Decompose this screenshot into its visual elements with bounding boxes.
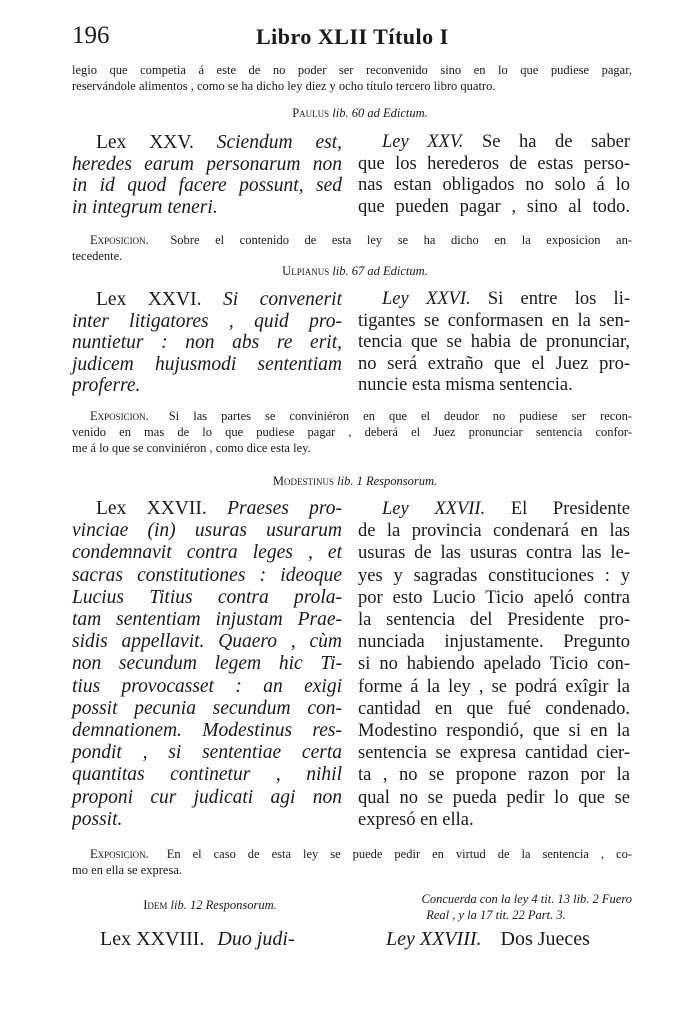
spanish-text bbox=[358, 289, 630, 397]
text-line: tius provocasset : an exigi bbox=[72, 675, 342, 697]
text-line: proponi cur judicati agi non bbox=[72, 786, 342, 808]
text-line: mo en ella se expresa. bbox=[72, 863, 183, 877]
spanish-text bbox=[358, 498, 630, 831]
exposicion-text: Sobre el contenido de esta ley se ha dicho en la exposicion an- bbox=[170, 233, 632, 247]
text-line: pondit , si sententiae certa bbox=[72, 742, 342, 764]
latin-first-words: Sciendum est, bbox=[216, 132, 342, 153]
text-line: heredes earum personarum non bbox=[72, 153, 342, 175]
text-line: vinciae (in) usuras usurarum bbox=[72, 520, 342, 542]
text-line: cantidad en que fué condenado. bbox=[358, 698, 630, 719]
exposicion bbox=[72, 846, 632, 878]
exposicion bbox=[72, 232, 632, 264]
text-line bbox=[72, 132, 342, 154]
text-line: in integrum teneri. bbox=[72, 196, 218, 218]
text-line: legio que competia á este de no poder ser reconvenido sino en lo que pudiese pagar, bbox=[72, 63, 632, 77]
source-author: Idem bbox=[143, 898, 168, 912]
spanish-text bbox=[358, 132, 630, 218]
spanish-first-words: Si entre los li- bbox=[487, 289, 631, 309]
text-line: judicem hujusmodi sententiam bbox=[72, 353, 342, 375]
text-line: nuncie esta misma sentencia. bbox=[358, 375, 573, 395]
text-line: yes y sagradas constituciones : y bbox=[358, 565, 630, 586]
text-line: expresó en ella. bbox=[358, 809, 474, 830]
text-line: possit pecunia secundum con- bbox=[72, 697, 342, 719]
text-line bbox=[358, 498, 630, 520]
source-ref: lib. 1 Responsorum. bbox=[337, 474, 438, 488]
text-line: possit. bbox=[72, 808, 123, 830]
intro-paragraph bbox=[72, 62, 632, 94]
text-line: Modestino respondió, que si en la bbox=[358, 721, 630, 742]
text-line bbox=[72, 846, 632, 862]
source-citation bbox=[240, 106, 480, 121]
text-line: sidis appellavit. Quaero , cùm bbox=[72, 631, 342, 653]
source-citation bbox=[220, 264, 490, 279]
text-line: nas estan obligados no solo á lo bbox=[358, 175, 630, 195]
source-author: Modestinus bbox=[272, 474, 334, 488]
text-line: non secundum legem hic Ti- bbox=[72, 653, 342, 675]
text-line: usuras de las usuras contra las le- bbox=[358, 543, 630, 564]
text-line: qual no se pueda pedir lo que se bbox=[358, 787, 630, 808]
ley-label: Ley XXVIII. bbox=[386, 928, 482, 950]
running-title: Libro XLII Título I bbox=[256, 24, 449, 49]
source-citation bbox=[220, 474, 490, 489]
concordance-note bbox=[360, 891, 632, 923]
exposicion-text: En el caso de esta ley se puede pedir en virtud de la sentencia , co- bbox=[166, 847, 632, 861]
exposicion-label: Exposicion. bbox=[90, 409, 149, 423]
latin-text bbox=[100, 928, 295, 951]
text-line: ta , no se propone razon por la bbox=[358, 765, 630, 786]
latin-first-words: Duo judi- bbox=[217, 928, 295, 950]
text-line: Lucius Titius contra prola- bbox=[72, 586, 342, 608]
latin-text bbox=[72, 289, 342, 397]
text-line: la sentencia del Presidente pro- bbox=[358, 610, 630, 631]
lex-label: Lex XXV. bbox=[96, 132, 194, 153]
source-author: Ulpianus bbox=[282, 264, 330, 278]
text-line: in id quod facere possunt, sed bbox=[72, 175, 342, 196]
latin-text bbox=[72, 132, 342, 218]
latin-first-words: Praeses pro- bbox=[227, 498, 342, 519]
text-line: inter litigatores , quid pro- bbox=[72, 310, 342, 332]
exposicion-text: Si las partes se conviniéron en que el deudor no pudiese ser recon- bbox=[168, 409, 632, 423]
text-line bbox=[72, 408, 632, 424]
text-line: nunciada injustamente. Pregunto bbox=[358, 632, 630, 653]
text-line: que los herederos de estas perso- bbox=[358, 153, 630, 174]
ley-label: Ley XXVI. bbox=[382, 289, 471, 309]
lex-label: Lex XXVII. bbox=[96, 498, 207, 519]
text-line: Concuerda con la ley 4 tit. 13 lib. 2 Fuero bbox=[421, 892, 632, 906]
text-line: demnationem. Modestinus res- bbox=[72, 720, 342, 742]
latin-text bbox=[72, 498, 342, 831]
spanish-first-words: Dos Jueces bbox=[500, 928, 590, 950]
source-author: Paulus bbox=[292, 106, 330, 120]
source-citation bbox=[110, 898, 310, 913]
source-ref: lib. 60 ad Edictum. bbox=[332, 106, 428, 120]
ley-label: Ley XXVII. bbox=[382, 499, 486, 519]
text-line: proferre. bbox=[72, 375, 141, 396]
text-line: de la provincia condenará en las bbox=[358, 521, 630, 542]
lex-label: Lex XXVIII. bbox=[100, 928, 205, 950]
text-line: si no habiendo apelado Ticio con- bbox=[358, 654, 630, 675]
exposicion-label: Exposicion. bbox=[90, 233, 149, 247]
text-line: por esto Lucio Ticio apeló contra bbox=[358, 587, 630, 608]
spanish-text bbox=[386, 928, 590, 951]
text-line: tigantes se conformasen en la sen- bbox=[358, 310, 630, 331]
text-line: nuntietur : non abs re erit, bbox=[72, 332, 342, 353]
text-line bbox=[72, 232, 632, 248]
spanish-first-words: El Presidente bbox=[510, 499, 630, 519]
text-line: forme á la ley , se podrá exîgir la bbox=[358, 676, 630, 697]
text-line: tencia que se habia de pronunciar, bbox=[358, 332, 630, 352]
text-line bbox=[358, 289, 630, 311]
text-line: me á lo que se conviniéron , como dice esta ley. bbox=[72, 441, 311, 455]
text-line: venido en mas de lo que pudiese pagar , deberá el Juez pronunciar sentencia confor- bbox=[72, 425, 632, 439]
text-line: tecedente. bbox=[72, 249, 123, 263]
text-line: Real , y la 17 tit. 22 Part. 3. bbox=[426, 908, 566, 922]
text-line bbox=[72, 498, 342, 520]
page-number: 196 bbox=[72, 22, 110, 49]
ley-label: Ley XXV. bbox=[382, 132, 464, 152]
exposicion-label: Exposicion. bbox=[90, 847, 149, 861]
lex-label: Lex XXVI. bbox=[96, 289, 202, 310]
text-line bbox=[358, 132, 630, 154]
text-line: sacras constitutiones : ideoque bbox=[72, 564, 342, 586]
text-line: condemnavit contra leges , et bbox=[72, 542, 342, 564]
text-line: sentencia se expresa cantidad cier- bbox=[358, 743, 630, 764]
text-line: que pueden pagar , sino al todo. bbox=[358, 196, 630, 217]
spanish-first-words: Se ha de saber bbox=[481, 132, 630, 152]
text-line: tam sententiam injustam Prae- bbox=[72, 609, 342, 631]
text-line: no será extraño que el Juez pro- bbox=[358, 353, 630, 374]
text-line: reservándole alimentos , como se ha dicho ley diez y ocho título tercero libro quatro. bbox=[72, 79, 496, 93]
text-line: quantitas continetur , nihil bbox=[72, 764, 342, 786]
text-line bbox=[72, 289, 342, 311]
source-ref: lib. 67 ad Edictum. bbox=[332, 264, 428, 278]
exposicion bbox=[72, 408, 632, 456]
latin-first-words: Si convenerit bbox=[223, 289, 342, 310]
source-ref: lib. 12 Responsorum. bbox=[170, 898, 277, 912]
